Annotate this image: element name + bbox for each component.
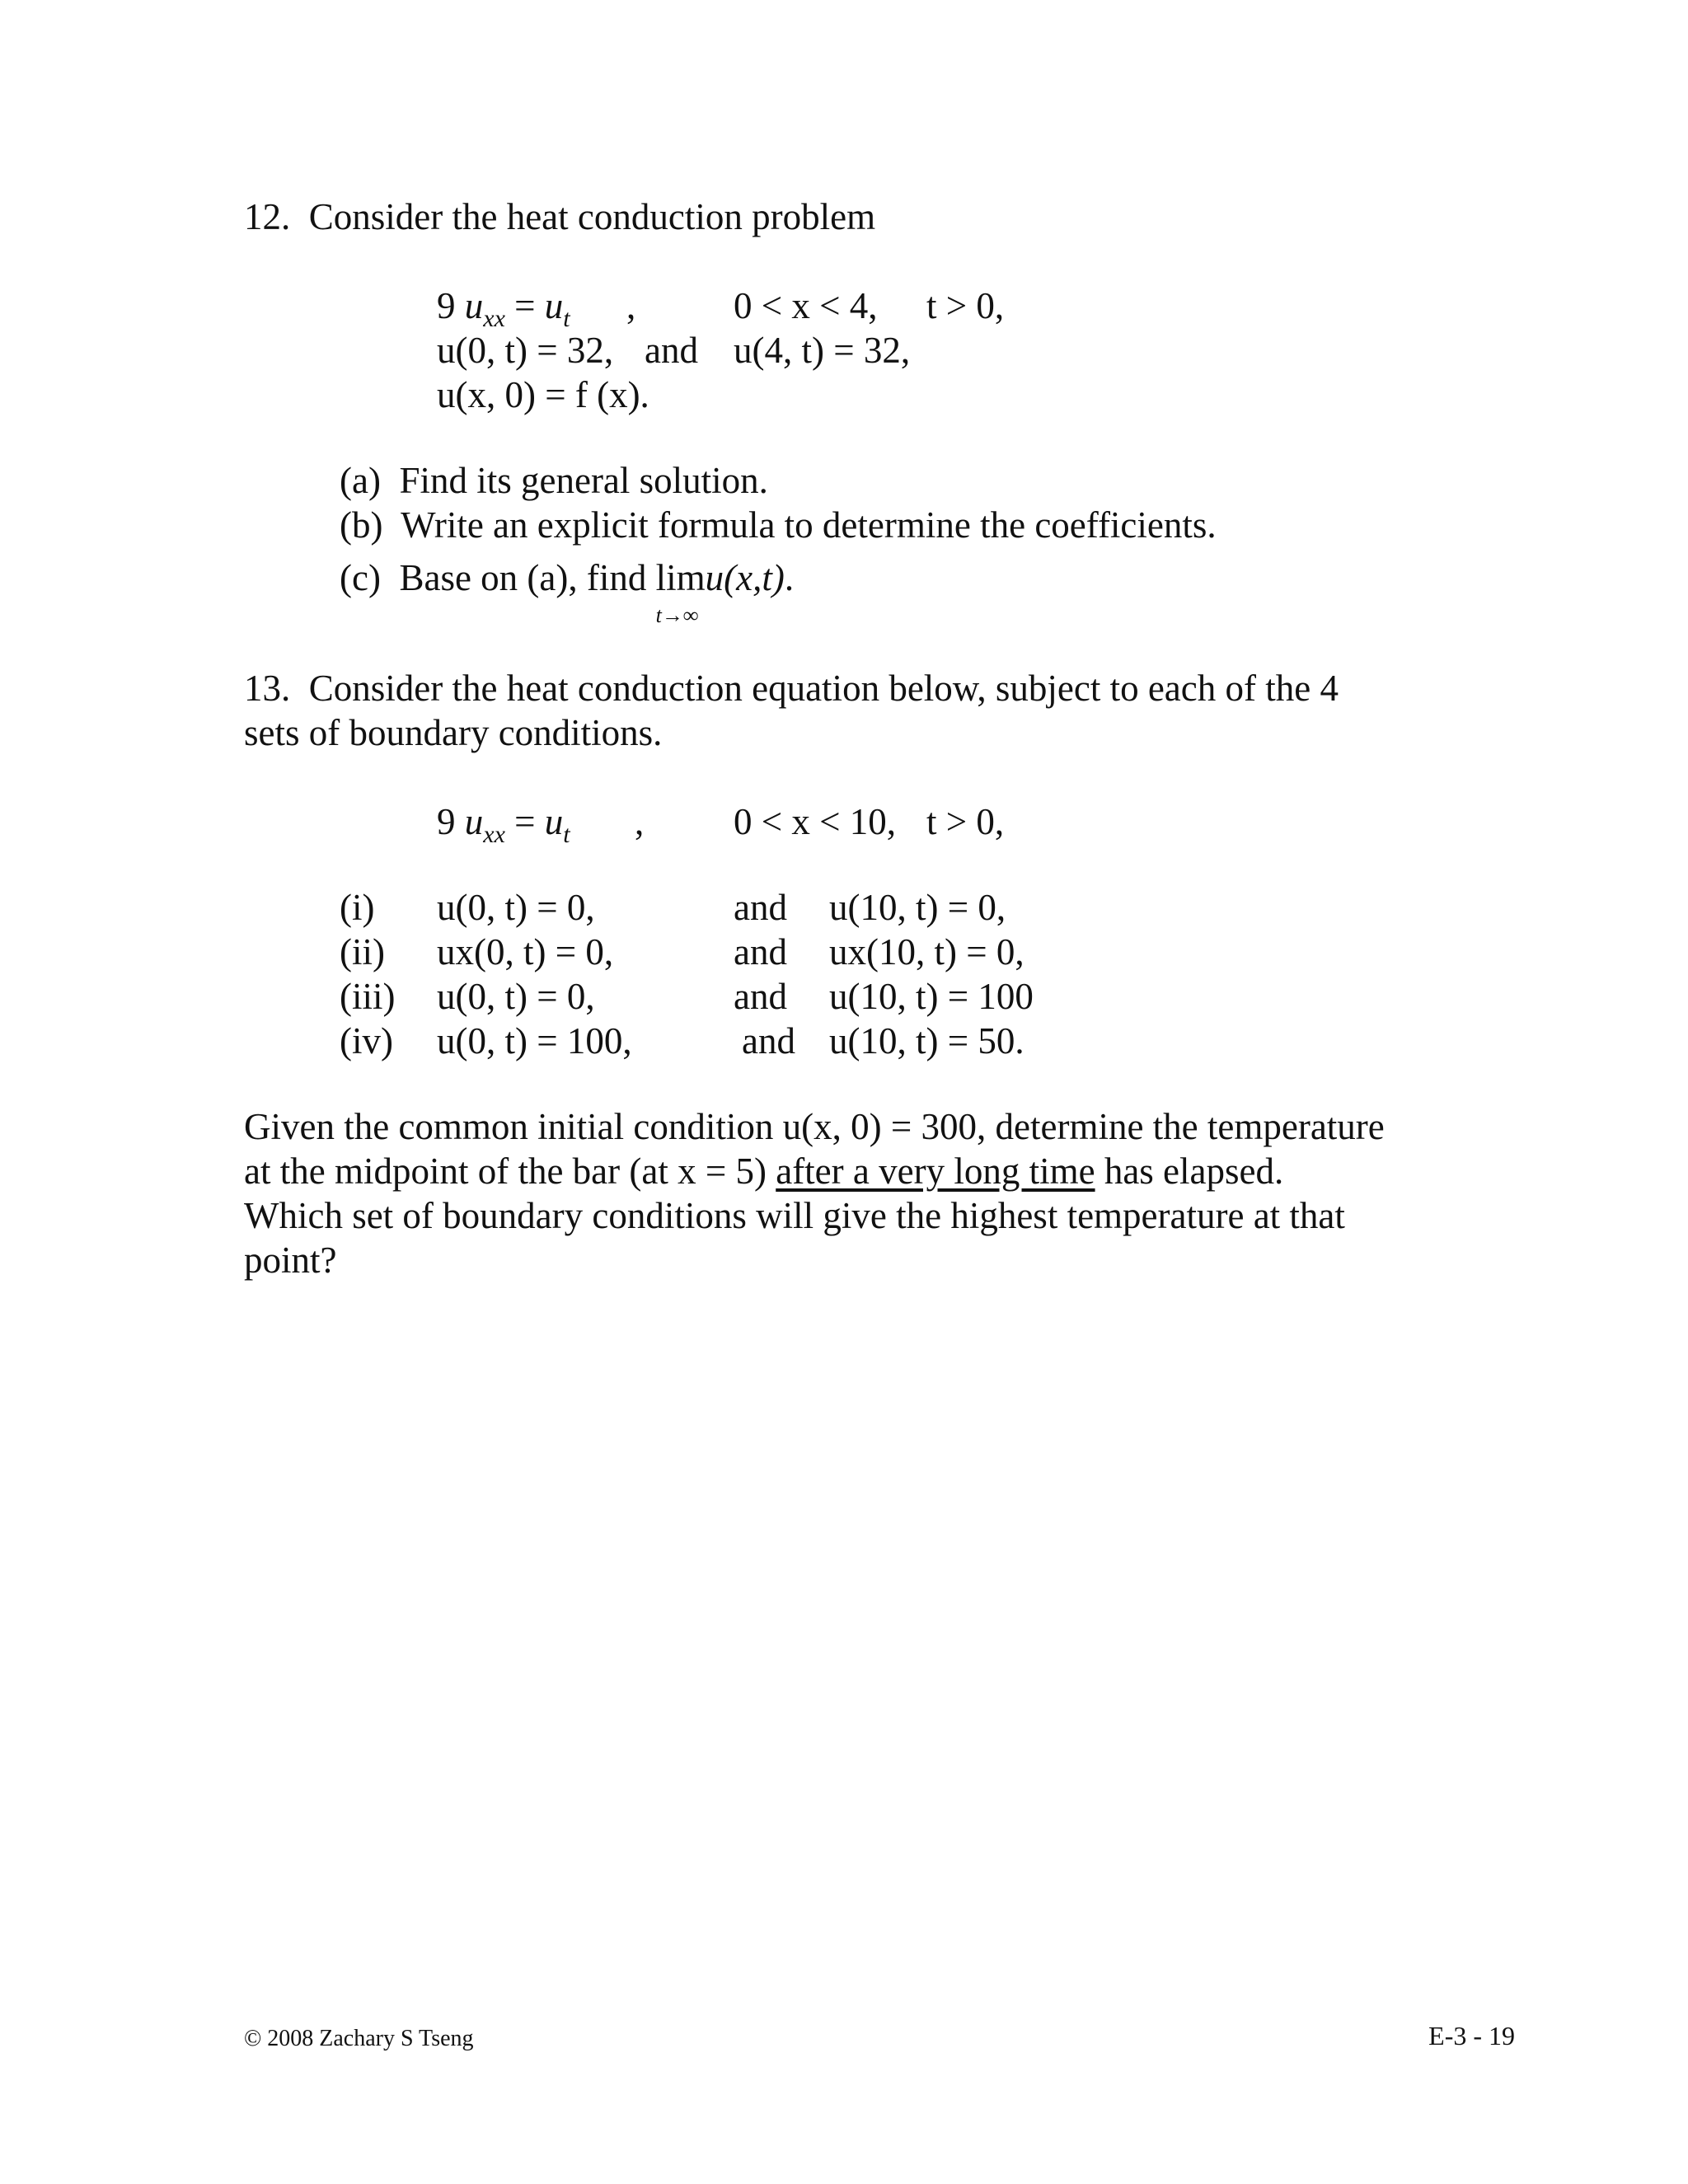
case-ii-left: ux(0, t) = 0, bbox=[437, 931, 614, 972]
problem-13-pde: 9 $u_{xx} = u_t$ bbox=[437, 801, 570, 848]
problem-12-pde: 9 $u_{xx} = u_t$ bbox=[437, 285, 570, 332]
problem-12-bc-right: u(4, t) = 32, bbox=[734, 330, 911, 371]
footer-page-number: E-3 - 19 bbox=[1428, 2021, 1515, 2050]
problem-12-part-c: (c) Base on (a), find lim t→∞ u(x,t). bbox=[340, 557, 795, 627]
case-i-left: u(0, t) = 0, bbox=[437, 887, 595, 928]
case-i-right: u(10, t) = 0, bbox=[829, 887, 1006, 928]
problem-12-bc-left: u(0, t) = 32, bbox=[437, 330, 614, 371]
case-i-label: (i) bbox=[340, 887, 375, 928]
problem-12-part-a: (a) Find its general solution. bbox=[340, 460, 768, 501]
question-line-1: Given the common initial condition u(x, 0) = 300, determine the temperature bbox=[244, 1106, 1385, 1147]
case-iii-label: (iii) bbox=[340, 976, 396, 1017]
problem-12-domain-x: 0 < x < 4, bbox=[734, 285, 878, 326]
case-ii-right: ux(10, t) = 0, bbox=[829, 931, 1025, 972]
problem-12-heading: 12. Consider the heat conduction problem bbox=[244, 196, 876, 237]
problem-13-domain-t: t > 0, bbox=[926, 801, 1005, 842]
case-iv-label: (iv) bbox=[340, 1020, 393, 1062]
problem-12-initial-condition: u(x, 0) = f (x). bbox=[437, 374, 649, 415]
case-iii-right: u(10, t) = 100 bbox=[829, 976, 1034, 1017]
emphasis-long-time: after a very long time bbox=[776, 1151, 1095, 1192]
problem-13-heading-line2: sets of boundary conditions. bbox=[244, 712, 663, 753]
question-line-2: at the midpoint of the bar (at x = 5) after a very long time has elapsed. bbox=[244, 1151, 1284, 1192]
problem-13-domain-x: 0 < x < 10, bbox=[734, 801, 897, 842]
case-iii-left: u(0, t) = 0, bbox=[437, 976, 595, 1017]
case-iv-right: u(10, t) = 50. bbox=[829, 1020, 1025, 1062]
case-i-and: and bbox=[734, 887, 787, 928]
case-iv-and: and bbox=[742, 1020, 795, 1062]
case-ii-label: (ii) bbox=[340, 931, 385, 972]
problem-12-domain-t: t > 0, bbox=[926, 285, 1005, 326]
problem-13-pde-comma: , bbox=[635, 801, 645, 842]
case-ii-and: and bbox=[734, 931, 787, 972]
case-iv-left: u(0, t) = 100, bbox=[437, 1020, 632, 1062]
problem-12-bc-and: and bbox=[645, 330, 698, 371]
limit-expression: lim t→∞ bbox=[655, 557, 706, 627]
footer-copyright: © 2008 Zachary S Tseng bbox=[244, 2026, 474, 2051]
problem-13-heading: 13. Consider the heat conduction equation below, subject to each of the 4 bbox=[244, 668, 1339, 709]
case-iii-and: and bbox=[734, 976, 787, 1017]
question-line-4: point? bbox=[244, 1240, 337, 1281]
problem-12-pde-comma: , bbox=[626, 285, 636, 326]
problem-12-part-b: (b) Write an explicit formula to determine the coefficients. bbox=[340, 504, 1217, 546]
question-line-3: Which set of boundary conditions will give the highest temperature at that bbox=[244, 1195, 1345, 1236]
